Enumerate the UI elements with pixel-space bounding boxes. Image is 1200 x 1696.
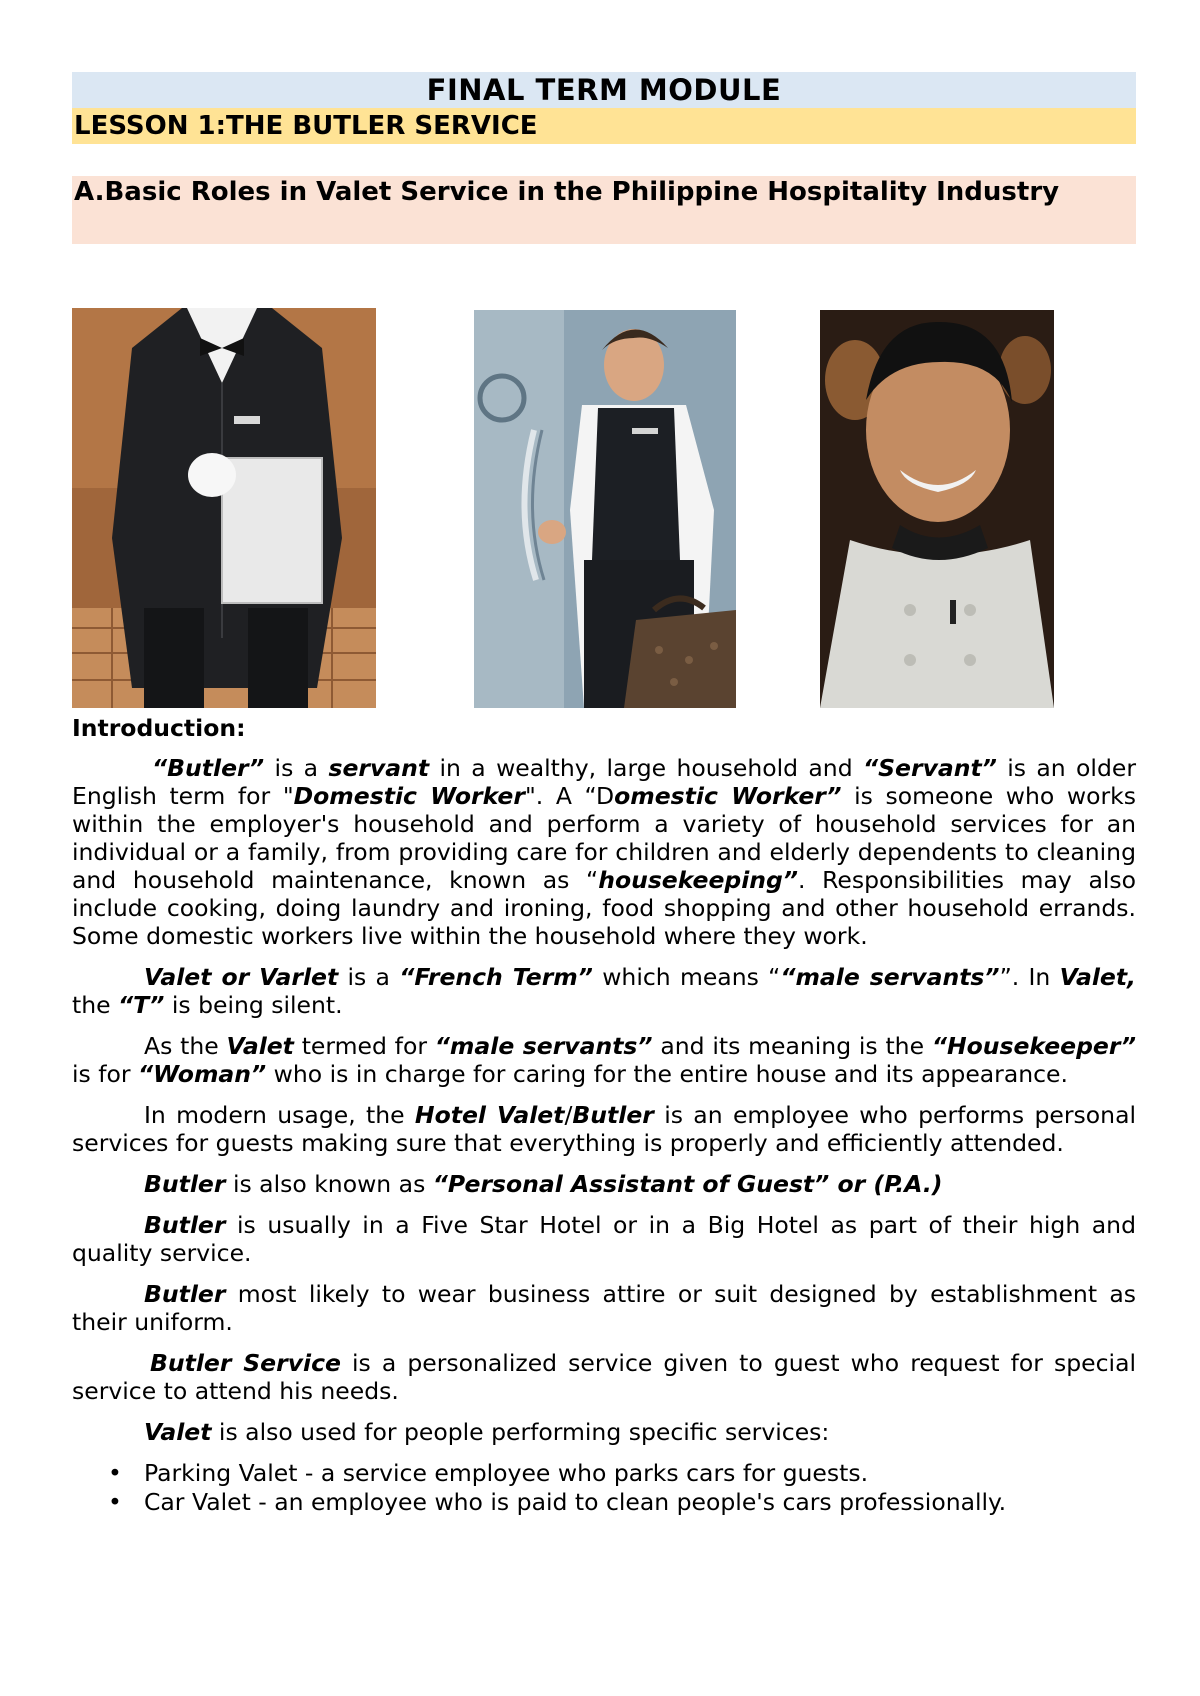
text-run: the [72, 991, 119, 1019]
emphasis-term: Domestic Worker [293, 782, 525, 810]
paragraph-butler-definition [72, 754, 1136, 950]
paragraph-valet-specific [72, 1418, 1136, 1446]
emphasis-term: Butler [144, 1280, 226, 1308]
emphasis-term: Butler [572, 1101, 654, 1129]
text-run: and its meaning is the [652, 1032, 932, 1060]
lesson-title: LESSON 1:THE BUTLER SERVICE [72, 108, 1136, 144]
text-run: most likely to wear business attire or suit designed by establishment as their uniform. [72, 1280, 1136, 1336]
text-run: which means “ [592, 963, 781, 991]
valet-doorman-photo [474, 310, 736, 708]
text-run: is a [264, 754, 329, 782]
emphasis-term: “French Term” [399, 963, 593, 991]
text-run: is also known as [225, 1170, 433, 1198]
paragraph-uniform [72, 1280, 1136, 1336]
emphasis-term: Valet [226, 1032, 294, 1060]
emphasis-term: Butler [144, 1211, 226, 1239]
section-heading: A.Basic Roles in Valet Service in the Philippine Hospitality Industry [72, 176, 1136, 244]
text-run: is usually in a Five Star Hotel or in a Big Hotel as part of their high and quality service. [72, 1211, 1136, 1267]
paragraph-butler-service [72, 1349, 1136, 1405]
emphasis-term: “male servants” [434, 1032, 653, 1060]
text-run: who is in charge for caring for the entire house and its appearance. [266, 1060, 1068, 1088]
introduction-body [72, 714, 1136, 1517]
emphasis-term: omestic Worker” [614, 782, 842, 810]
emphasis-term: “Servant” [863, 754, 997, 782]
text-run: is a [338, 963, 400, 991]
text-run: ". A “D [524, 782, 615, 810]
valet-services-list [72, 1459, 1136, 1517]
paragraph-valet-housekeeper [72, 1032, 1136, 1088]
emphasis-term: Butler Service [150, 1349, 341, 1377]
emphasis-term: “male servants” [780, 963, 1000, 991]
list-item: • Parking Valet - a service employee who parks cars for guests. [72, 1459, 1136, 1488]
emphasis-term: “T” [118, 991, 165, 1019]
hotel-staff-portrait-photo [820, 310, 1054, 708]
emphasis-term: “Housekeeper” [931, 1032, 1137, 1060]
emphasis-term: Butler [144, 1170, 226, 1198]
text-run: ”. In [999, 963, 1060, 991]
text-run: is also used for people performing specific services: [211, 1418, 830, 1446]
emphasis-term: Valet, [1059, 963, 1136, 991]
text-run: is a personalized service given to guest who request for special service to attend his needs. [72, 1349, 1136, 1405]
emphasis-term: “Woman” [138, 1060, 267, 1088]
emphasis-term: servant [328, 754, 430, 782]
emphasis-term: Valet [144, 1418, 212, 1446]
text-run: In modern usage, the [144, 1101, 415, 1129]
text-run: is for [72, 1060, 139, 1088]
text-run: is being silent. [164, 991, 343, 1019]
emphasis-term: “Personal Assistant of Guest” or (P.A.) [432, 1170, 943, 1198]
butler-tuxedo-photo [72, 308, 376, 708]
paragraph-personal-assistant [72, 1170, 1136, 1198]
text-run: is someone who works within the employer's household and perform a variety of household services for an individual or a family, from providing care for children and elderly dependents to cleaning and household maintenance, known as “ [72, 782, 1137, 894]
emphasis-term: housekeeping” [598, 866, 798, 894]
paragraph-modern-usage [72, 1101, 1136, 1157]
paragraph-valet-origin [72, 963, 1136, 1019]
paragraph-five-star-hotel [72, 1211, 1136, 1267]
text-run: As the [144, 1032, 227, 1060]
text-run: . Responsibilities may also include cooking, doing laundry and ironing, food shopping and other household errands. Some domestic workers live within the household where they work. [72, 866, 1136, 950]
text-run: is an employee who performs personal services for guests making sure that everything is properly and efficiently attended. [72, 1101, 1136, 1157]
text-run: is an older English term for " [72, 754, 1136, 810]
emphasis-term: Valet or Varlet [144, 963, 339, 991]
emphasis-term: “Butler” [152, 754, 265, 782]
list-item: • Car Valet - an employee who is paid to clean people's cars professionally. [72, 1488, 1136, 1517]
text-run: termed for [293, 1032, 435, 1060]
introduction-heading: Introduction: [72, 714, 246, 742]
module-title: FINAL TERM MODULE [72, 72, 1136, 108]
text-run: in a wealthy, large household and [429, 754, 863, 782]
text-run: / [564, 1101, 573, 1129]
emphasis-term: Hotel Valet [414, 1101, 565, 1129]
